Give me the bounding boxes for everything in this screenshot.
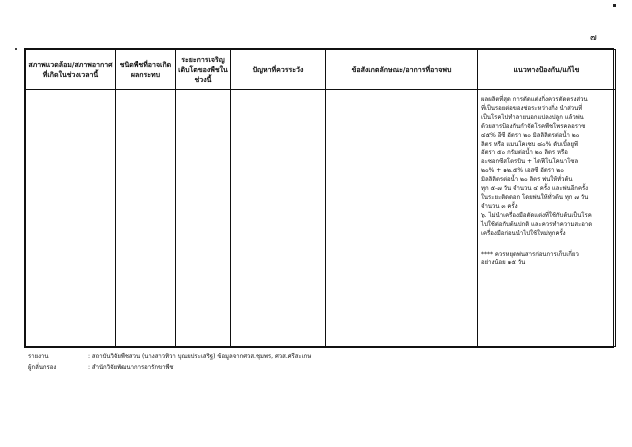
scan-speck: [15, 48, 17, 50]
reviewer-label: ผู้กลั่นกรอง: [28, 364, 57, 371]
prevention-line: เป็นโรคไปทำลายนอกแปลงปลูก แล้วพ่น: [481, 113, 584, 121]
header-affected-crops: ชนิดพืชที่อาจเกิดผลกระทบ: [116, 50, 176, 90]
prevention-line: ด้วยสารป้องกันกำจัดโรคพืชโพรคลอราซ: [481, 122, 586, 130]
prevention-line: ทุก ๕-๗ วัน จำนวน ๔ ครั้ง และพ่นอีกครั้ง: [481, 185, 589, 193]
table-header-row: [26, 50, 616, 90]
cell-growth-stage: [176, 90, 231, 347]
scan-speck: [613, 4, 616, 7]
header-prevention: แนวทางป้องกัน/แก้ไข: [478, 50, 616, 90]
spacer: [481, 239, 612, 251]
prevention-line: ในระยะติดดอก โดยพ่นให้ทั่วต้น ทุก ๗ วัน: [481, 193, 589, 201]
prevention-line: ๖. ไม่นำเครื่องมือตัดแต่งที่ใช้กับต้นเป็นโรค: [481, 211, 592, 219]
header-growth-stage: ระยะการเจริญเติบโตของพืชในช่วงนี้: [176, 50, 231, 90]
cell-problems: [231, 90, 326, 347]
prevention-line: อะซอกซีสโตรบิน + ไดฟีโนโคนาโซล: [481, 158, 579, 166]
header-environment: สภาพแวดล้อม/สภาพอากาศที่เกิดในช่วงเวลานี้: [26, 50, 116, 90]
page-number: ๗: [590, 33, 597, 43]
table-row: [26, 90, 616, 347]
cell-affected-crops: [116, 90, 176, 347]
reporter-label: รายงาน: [28, 353, 49, 360]
prevention-line: ผลผลิตที่สุด การตัดแต่งกิ่งควรตัดตรงส่วน: [481, 96, 588, 103]
prevention-line: มิลลิลิตรต่อน้ำ ๒๐ ลิตร พ่นให้ทั่วต้น: [481, 176, 573, 184]
reviewer-value: : สำนักวิจัยพัฒนาการอารักขาพืช: [88, 364, 174, 371]
note-line: อย่างน้อย ๑๕ วัน: [481, 259, 526, 267]
header-problems: ปัญหาที่ควรระวัง: [231, 50, 326, 90]
reporter-value: : สถาบันวิจัยพืชสวน (นางสาวทิวา บุณยประเสริฐ) ข้อมูลจากศวส.ชุมพร, ศวส.ศรีสะเกษ: [88, 353, 312, 360]
header-symptoms: ข้อสังเกตลักษณะ/อาการที่อาจพบ: [326, 50, 478, 90]
advisory-table: [24, 48, 614, 348]
prevention-line: ไปใช้ต่อกับต้นปกติ และควรทำความสะอาด: [481, 220, 593, 228]
note-line: **** ควรหยุดพ่นสารก่อนการเก็บเกี่ยว: [481, 250, 579, 258]
prevention-line: อัตรา ๕๐ กรัมต่อน้ำ ๒๐ ลิตร หรือ: [481, 149, 568, 157]
prevention-line: จำนวน ๓ ครั้ง: [481, 202, 518, 210]
cell-symptoms: [326, 90, 478, 347]
footer-reviewer: [28, 364, 174, 372]
prevention-line: เครื่องมือก่อนนำไปใช้ใหม่ทุกครั้ง: [481, 229, 566, 237]
prevention-line: ๒๐% + ๑๒.๕% เอสซี อัตรา ๒๐: [481, 167, 564, 175]
cell-environment: [26, 90, 116, 347]
footer-reporter: [28, 353, 311, 361]
prevention-line: ลิตร หรือ แมนโคเซบ ๘๐% ดับเบิ้ลยูพี: [481, 140, 579, 148]
prevention-text: [478, 90, 615, 268]
cell-prevention: [478, 90, 616, 347]
prevention-line: ที่เป็นรอยต่อของช่อระหว่างกิ่ง นำส่วนที่: [481, 104, 583, 112]
prevention-line: ๔๕% อีซี อัตรา ๒๐ มิลลิลิตรต่อน้ำ ๒๐: [481, 131, 580, 139]
